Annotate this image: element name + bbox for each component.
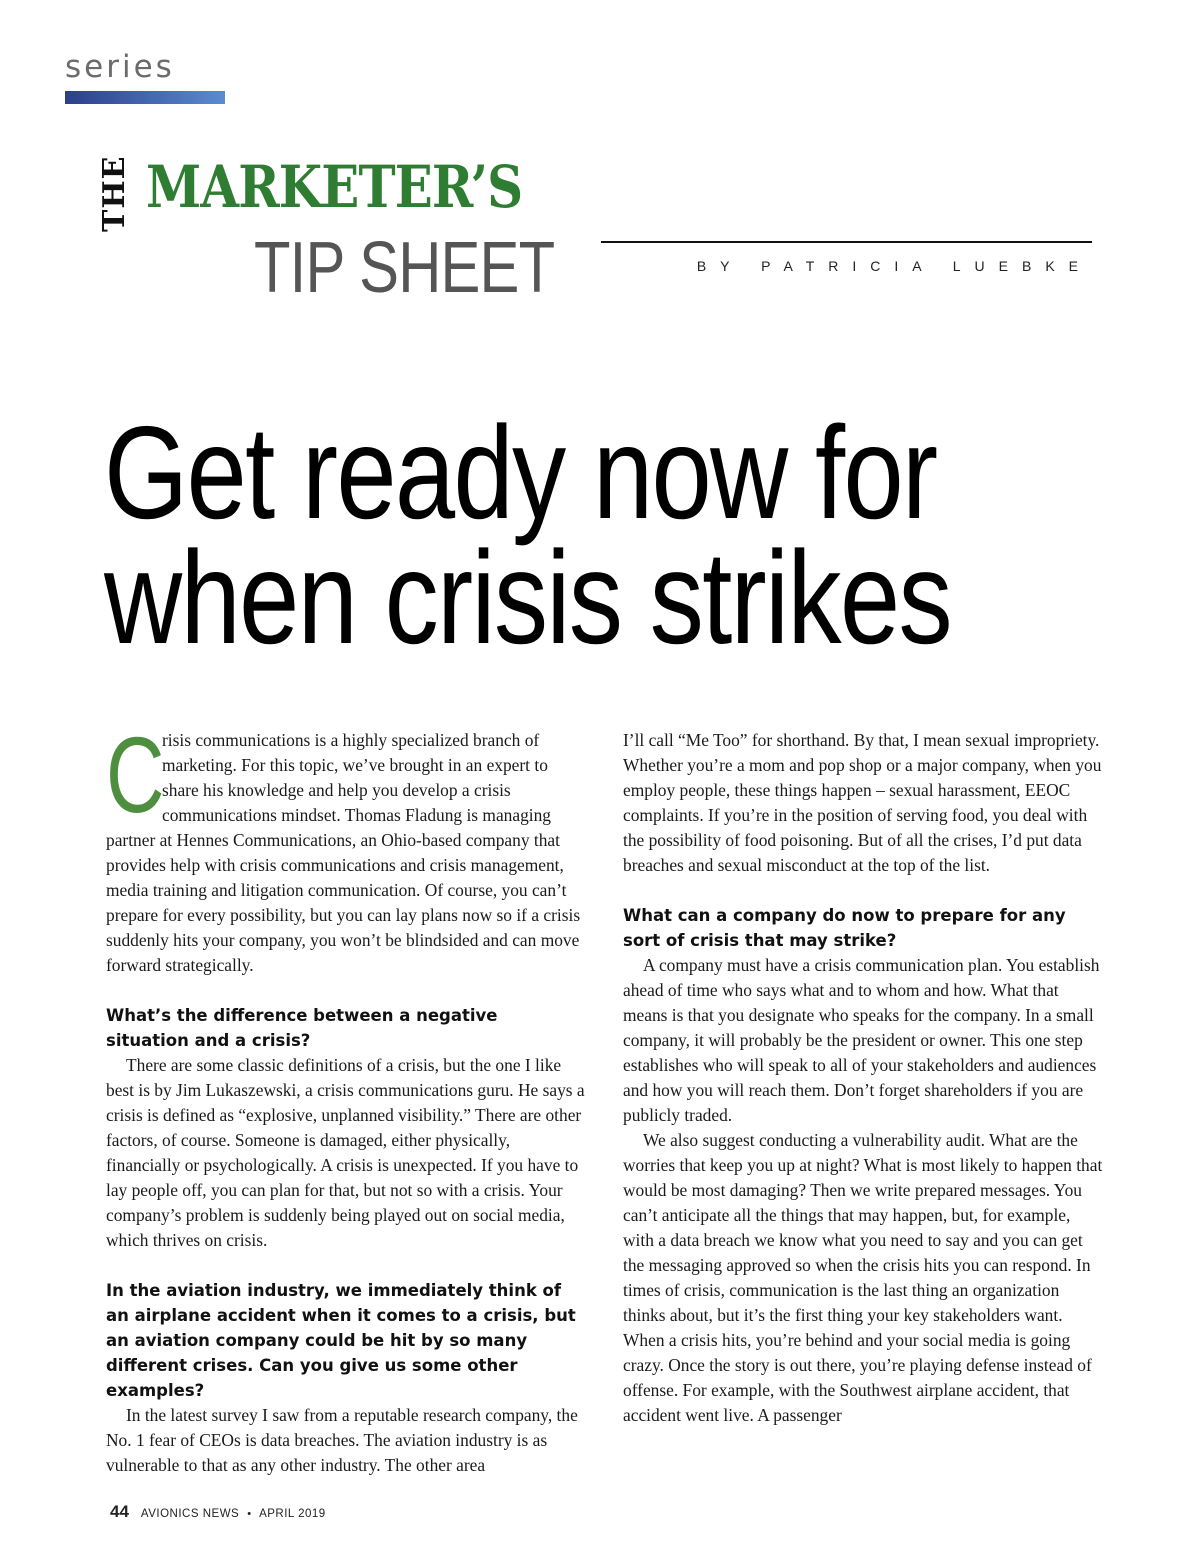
column-title-the: THE — [97, 155, 132, 232]
issue-date: APRIL 2019 — [259, 1508, 326, 1520]
byline-rule — [601, 241, 1092, 243]
intro-text: risis communications is a highly specialized branch of marketing. For this topic, we’ve brought in an expert to share his knowledge and help you develop a crisis communications mindset. Thomas Fladung is managing partner at Hennes Communications, an Ohio-based company that provides help with crisis communications and crisis management, media training and litigation communication. Of course, you can’t prepare for every possibility, but you can lay plans now so if a crisis suddenly hits your company, you won’t be blindsided and can move forward strategically. — [106, 730, 581, 975]
page-number: 44 — [110, 1502, 129, 1521]
answer-paragraph: I’ll call “Me Too” for shorthand. By that, I mean sexual impropriety. Whether you’re a mom and pop shop or a major company, when you employ people, these things happen – sexual harassment, EEOC complaints. If you’re in the position of serving food, you deal with the possibility of food poisoning. But of all the crises, I’d put data breaches and sexual misconduct at the top of the list. — [623, 730, 1102, 875]
byline: BY PATRICIA LUEBKE — [696, 258, 1092, 274]
answer-paragraph: A company must have a crisis communication plan. You establish ahead of time who says what and to whom and how. What that means is that you designate who speaks for the company. In a small company, it will probably be the president or owner. This one step establishes who will speak to all of your stakeholders and audiences and how you will reach them. Don’t forget shareholders if you are publicly traded. — [623, 955, 1100, 1125]
publication-name: AVIONICS NEWS — [140, 1508, 240, 1520]
intro-paragraph — [106, 714, 586, 978]
answer-paragraph: There are some classic definitions of a crisis, but the one I like best is by Jim Lukaszewski, a crisis communications guru. He says a crisis is defined as “explosive, unplanned visibility.” There are other factors, of course. Someone is damaged, either physically, financially or psychologically. A crisis is unexpected. If you have to lay people off, you can plan for that, but not so with a crisis. Your company’s problem is suddenly being played out on social media, which thrives on crisis. — [106, 1055, 585, 1250]
article-column-left — [106, 714, 586, 1478]
article-headline: Get ready now for when crisis strikes — [104, 399, 951, 671]
series-accent-bar — [65, 91, 225, 104]
answer-paragraph: We also suggest conducting a vulnerability audit. What are the worries that keep you up at night? What is most likely to happen that would be most damaging? Then we write prepared messages. You can’t anticipate all the things that may happen, but, for example, with a data breach we know what you need to say and you can get the messaging approved so when the crisis hits you can respond. In times of crisis, communication is the last thing an organization thinks about, but it’s the first thing your key stakeholders want. When a crisis hits, you’re behind and your social media is going crazy. Once the story is out there, you’re playing defense instead of offense. For example, with the Southwest airplane accident, that accident went live. A passenger — [623, 1130, 1103, 1425]
article-column-right — [623, 728, 1103, 1428]
question-heading: What’s the difference between a negative situation and a crisis? — [106, 1006, 498, 1050]
column-title-marketers: MARKETER’S — [146, 153, 523, 221]
column-title-tip-sheet: TIP SHEET — [254, 228, 555, 308]
question-heading: In the aviation industry, we immediately think of an airplane accident when it comes to a crisis, but an aviation company could be hit by so many different crises. Can you give us some other examples? — [106, 1281, 576, 1400]
footer-separator: • — [247, 1508, 252, 1520]
question-heading: What can a company do now to prepare for any sort of crisis that may strike? — [623, 906, 1066, 950]
drop-cap: C — [106, 714, 165, 835]
series-label: series — [65, 49, 175, 85]
answer-paragraph: In the latest survey I saw from a reputable research company, the No. 1 fear of CEOs is data breaches. The aviation industry is as vulnerable to that as any other industry. The other area — [106, 1405, 578, 1475]
page-footer — [110, 1502, 326, 1522]
